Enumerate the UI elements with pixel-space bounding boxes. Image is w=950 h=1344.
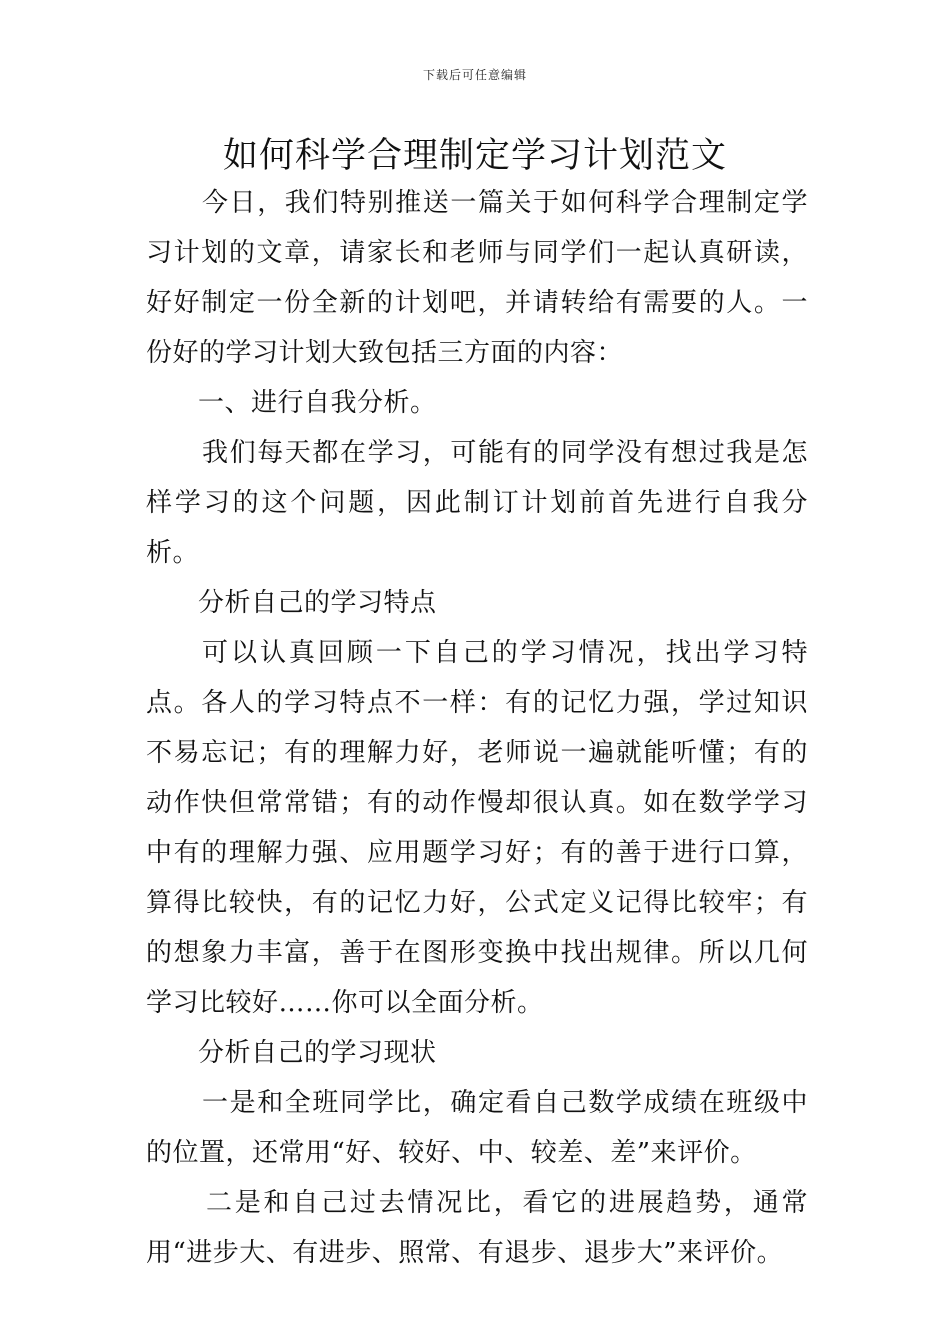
paragraph-intro: 今日，我们特别推送一篇关于如何科学合理制定学习计划的文章，请家长和老师与同学们一起认真研读，好好制定一份全新的计划吧，并请转给有需要的人。一份好的学习计划大致包括三方面的内容： xyxy=(146,188,808,368)
document-body xyxy=(146,178,808,1278)
paragraph-compare-class: 一是和全班同学比，确定看自己数学成绩在班级中的位置，还常用“好、较好、中、较差、差”来评价。 xyxy=(146,1088,808,1168)
header-note: 下载后可任意编辑 xyxy=(422,68,527,82)
paragraph-learning-traits: 可以认真回顾一下自己的学习情况，找出学习特点。各人的学习特点不一样：有的记忆力强，学过知识不易忘记；有的理解力好，老师说一遍就能听懂；有的动作快但常常错；有的动作慢却很认真。如在数学学习中有的理解力强、应用题学习好；有的善于进行口算，算得比较快，有的记忆力好，公式定义记得比较牢；有的想象力丰富，善于在图形变换中找出规律。所以几何学习比较好……你可以全面分析。 xyxy=(146,638,808,1018)
subheading-learning-status: 分析自己的学习现状 xyxy=(198,1038,437,1068)
subheading-learning-traits: 分析自己的学习特点 xyxy=(198,588,437,618)
section-heading-self-analysis: 一、进行自我分析。 xyxy=(198,388,437,418)
paragraph-compare-past: 二是和自己过去情况比，看它的进展趋势，通常用“进步大、有进步、照常、有退步、退步大”来评价。 xyxy=(146,1188,808,1268)
paragraph-self-analysis: 我们每天都在学习，可能有的同学没有想过我是怎样学习的这个问题，因此制订计划前首先进行自我分析。 xyxy=(146,438,808,568)
document-title: 如何科学合理制定学习计划范文 xyxy=(222,136,727,176)
